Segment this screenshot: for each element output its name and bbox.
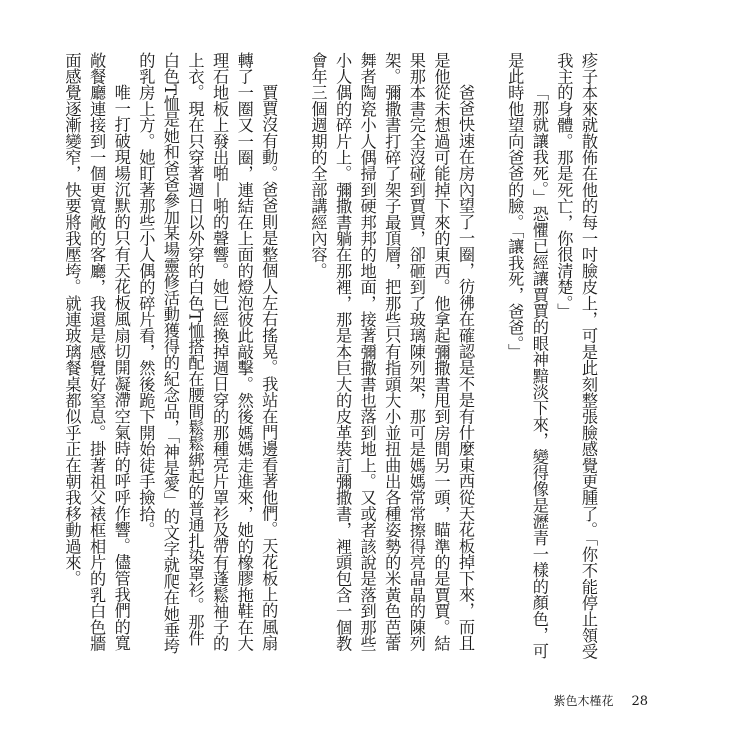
body-text <box>59 52 600 662</box>
paragraph-5: 唯一打破現場沉默的只有天花板風扇切開凝滯空氣時的呼呼作響。儘管我們的寬敞餐廳連接到一個更寬敞的客廳，我還是感覺好窒息。掛著祖父裱框相片的乳白色牆面感覺逐漸變窄，快要將我壓垮。就連玻璃餐桌都似乎正在朝我移動過來。 <box>62 52 131 652</box>
page-footer <box>553 692 648 709</box>
paragraph-4: 賈賈沒有動。爸爸則是整個人左右搖晃。我站在門邊看著他們。天花板上的風扇轉了一圈又一圈，連結在上面的燈泡彼此敲擊。然後媽媽走進來，她的橡膠拖鞋在大理石地板上發出啪—啪的聲響。她已經換掉週日穿的那種亮片罩衫及帶有蓬鬆袖子的上衣。現在只穿著週日以外穿的白色T恤搭配在腰間鬆鬆綁起的普通扎染罩衫。那件白色T恤是她和爸爸參加某場靈修活動獲得的紀念品，「神是愛」的文字就爬在她垂垮的乳房上方。她盯著那些小人偶的碎片看，然後跪下開始徒手撿拾。 <box>136 52 279 655</box>
paragraph-1: 疹子本來就散佈在他的每一吋臉皮上，可是此刻整張臉感覺更腫了。「你不能停止領受我主的身體。那是死亡，你很清楚。」 <box>554 52 598 660</box>
paragraph-2: 「那就讓我死。」恐懼已經讓賈賈的眼神黯淡下來，變得像是瀝青一樣的顏色，可是此時他望向爸爸的臉。「讓我死，爸爸。」 <box>505 52 549 660</box>
running-title: 紫色木槿花 <box>553 694 614 708</box>
page-number: 28 <box>631 694 648 709</box>
paragraph-3: 爸爸快速在房內望了一圈，彷彿在確認是不是有什麼東西從天花板掉下來，而且是他從未想過可能掉下來的東西。他拿起彌撒書甩到房間另一頭，瞄準的是賈賈。結果那本書完全沒碰到賈賈，卻砸到了玻璃陳列架，那可是媽媽常常擦得亮晶晶的陳列架。彌撒書打碎了架子最頂層，把那些只有指頭大小並扭曲出各種姿勢的米黃色芭蕾舞者陶瓷小人偶掃到硬邦邦的地面，接著彌撒書也落到地上。又或者該說是落到那些小人偶的碎片上。彌撒書躺在那裡，那是本巨大的皮革裝訂彌撒書，裡頭包含一個教會年三個週期的全部講經內容。 <box>308 52 476 652</box>
